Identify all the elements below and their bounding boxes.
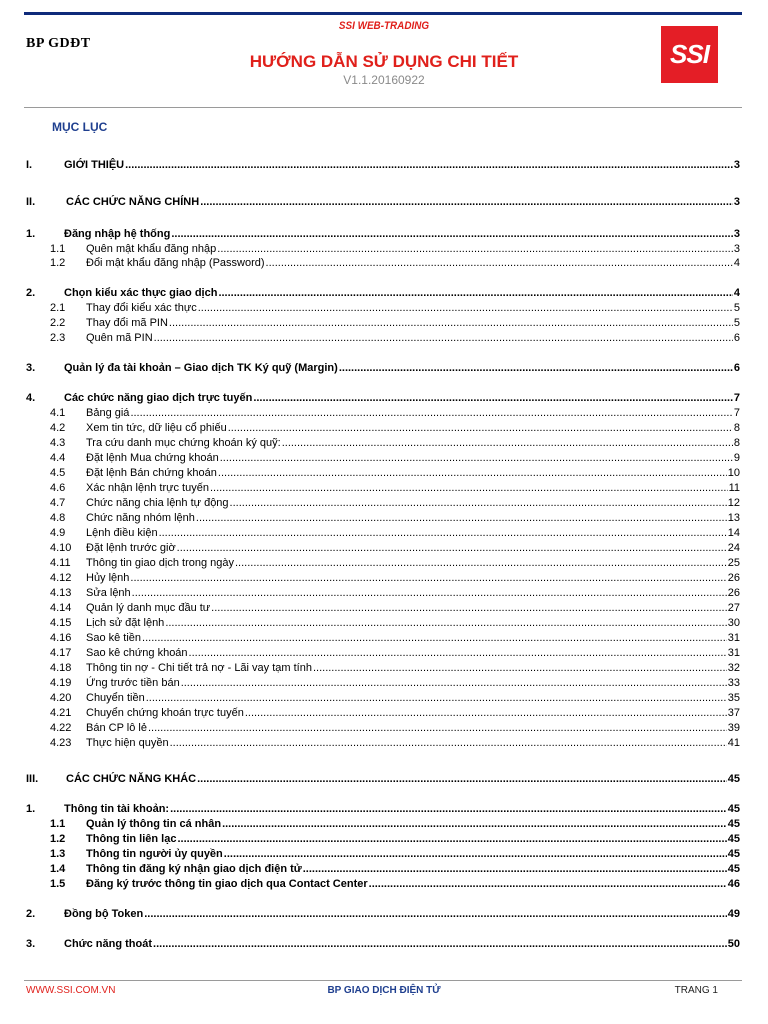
toc-entry[interactable]: 1.5 Đăng ký trước thông tin giao dịch qua Contact Center ..... 46 xyxy=(26,877,740,891)
toc-entry[interactable]: 4.2 Xem tin tức, dữ liệu cổ phiếu ..... 8 xyxy=(26,421,740,435)
toc-entry[interactable]: 4. Các chức năng giao dịch trực tuyến ..... 7 xyxy=(26,391,740,405)
toc-entry[interactable]: 4.14 Quản lý danh mục đầu tư ..... 27 xyxy=(26,601,740,615)
toc-entry[interactable]: 4.22 Bán CP lô lẻ ..... 39 xyxy=(26,721,740,735)
footer-department: BP GIAO DỊCH ĐIỆN TỬ xyxy=(327,985,441,996)
toc-entry[interactable]: 2.3 Quên mã PIN ..... 6 xyxy=(26,331,740,345)
ssi-logo: SSI xyxy=(661,26,718,83)
toc-entry[interactable]: 4.8 Chức năng nhóm lệnh ..... 13 xyxy=(26,511,740,525)
toc-entry[interactable]: 4.6 Xác nhận lệnh trực tuyến ..... 11 xyxy=(26,481,740,495)
toc-entry[interactable]: 4.11 Thông tin giao dịch trong ngày ..... 25 xyxy=(26,556,740,570)
toc-entry[interactable]: 1.2 Đổi mật khẩu đăng nhập (Password) ..... 4 xyxy=(26,256,740,270)
toc-entry[interactable]: 4.16 Sao kê tiền ..... 31 xyxy=(26,631,740,645)
footer-website-link[interactable]: WWW.SSI.COM.VN xyxy=(26,985,116,996)
toc-entry[interactable]: 2. Đồng bộ Token ..... 49 xyxy=(26,907,740,921)
toc-entry[interactable]: 4.12 Hủy lệnh ..... 26 xyxy=(26,571,740,585)
toc-entry[interactable]: 1.4 Thông tin đăng ký nhận giao dịch điện tử ..... 45 xyxy=(26,862,740,876)
toc-entry[interactable]: 2.2 Thay đổi mã PIN ..... 5 xyxy=(26,316,740,330)
top-rule xyxy=(24,12,742,15)
toc-entry[interactable]: 4.1 Bảng giá ..... 7 xyxy=(26,406,740,420)
toc-entry[interactable]: 4.15 Lịch sử đặt lệnh ..... 30 xyxy=(26,616,740,630)
toc-entry[interactable]: 1.1 Quên mật khẩu đăng nhập ..... 3 xyxy=(26,242,740,256)
toc-entry[interactable]: II. CÁC CHỨC NĂNG CHÍNH ..... 3 xyxy=(26,195,740,209)
toc-entry[interactable]: III. CÁC CHỨC NĂNG KHÁC ..... 45 xyxy=(26,772,740,786)
toc-title: MỤC LỤC xyxy=(52,120,108,134)
document-version: V1.1.20160922 xyxy=(343,73,425,87)
toc-entry[interactable]: 2. Chọn kiểu xác thực giao dịch ..... 4 xyxy=(26,286,740,300)
toc-entry[interactable]: 4.20 Chuyển tiền ..... 35 xyxy=(26,691,740,705)
header-divider xyxy=(24,107,742,108)
toc-entry[interactable]: 4.17 Sao kê chứng khoán ..... 31 xyxy=(26,646,740,660)
toc-entry[interactable]: 4.4 Đặt lệnh Mua chứng khoán ..... 9 xyxy=(26,451,740,465)
toc-entry[interactable]: 1.1 Quản lý thông tin cá nhân ..... 45 xyxy=(26,817,740,831)
department-label: BP GDĐT xyxy=(26,36,91,51)
toc-entry[interactable]: I. GIỚI THIỆU ..... 3 xyxy=(26,158,740,172)
footer-page-number: TRANG 1 xyxy=(674,985,718,996)
document-title: HƯỚNG DẪN SỬ DỤNG CHI TIẾT xyxy=(249,52,519,71)
toc-entry[interactable]: 4.3 Tra cứu danh mục chứng khoán ký quỹ: ..... 8 xyxy=(26,436,740,450)
footer-divider xyxy=(24,980,742,981)
toc-entry[interactable]: 1.2 Thông tin liên lạc ..... 45 xyxy=(26,832,740,846)
toc-entry[interactable]: 1. Thông tin tài khoản: ..... 45 xyxy=(26,802,740,816)
toc-entry[interactable]: 3. Chức năng thoát ..... 50 xyxy=(26,937,740,951)
header-top-label: SSI WEB-TRADING xyxy=(338,20,430,32)
toc-entry[interactable]: 1.3 Thông tin người ủy quyền ..... 45 xyxy=(26,847,740,861)
toc-entry[interactable]: 1. Đăng nhập hệ thống ..... 3 xyxy=(26,227,740,241)
toc-entry[interactable]: 4.19 Ứng trước tiền bán ..... 33 xyxy=(26,676,740,690)
toc-entry[interactable]: 2.1 Thay đổi kiểu xác thực ..... 5 xyxy=(26,301,740,315)
toc-entry[interactable]: 4.5 Đặt lệnh Bán chứng khoán ..... 10 xyxy=(26,466,740,480)
toc-entry[interactable]: 4.10 Đặt lệnh trước giờ ..... 24 xyxy=(26,541,740,555)
toc-entry[interactable]: 4.21 Chuyển chứng khoán trực tuyến ..... 37 xyxy=(26,706,740,720)
toc-entry[interactable]: 4.7 Chức năng chia lệnh tự động ..... 12 xyxy=(26,496,740,510)
toc-entry[interactable]: 4.13 Sửa lệnh ..... 26 xyxy=(26,586,740,600)
toc-entry[interactable]: 4.9 Lệnh điều kiện ..... 14 xyxy=(26,526,740,540)
toc-entry[interactable]: 4.23 Thực hiện quyền ..... 41 xyxy=(26,736,740,750)
toc-entry[interactable]: 3. Quản lý đa tài khoản – Giao dịch TK Ký quỹ (Margin) ..... 6 xyxy=(26,361,740,375)
toc-entry[interactable]: 4.18 Thông tin nợ - Chi tiết trả nợ - Lãi vay tạm tính ..... 32 xyxy=(26,661,740,675)
